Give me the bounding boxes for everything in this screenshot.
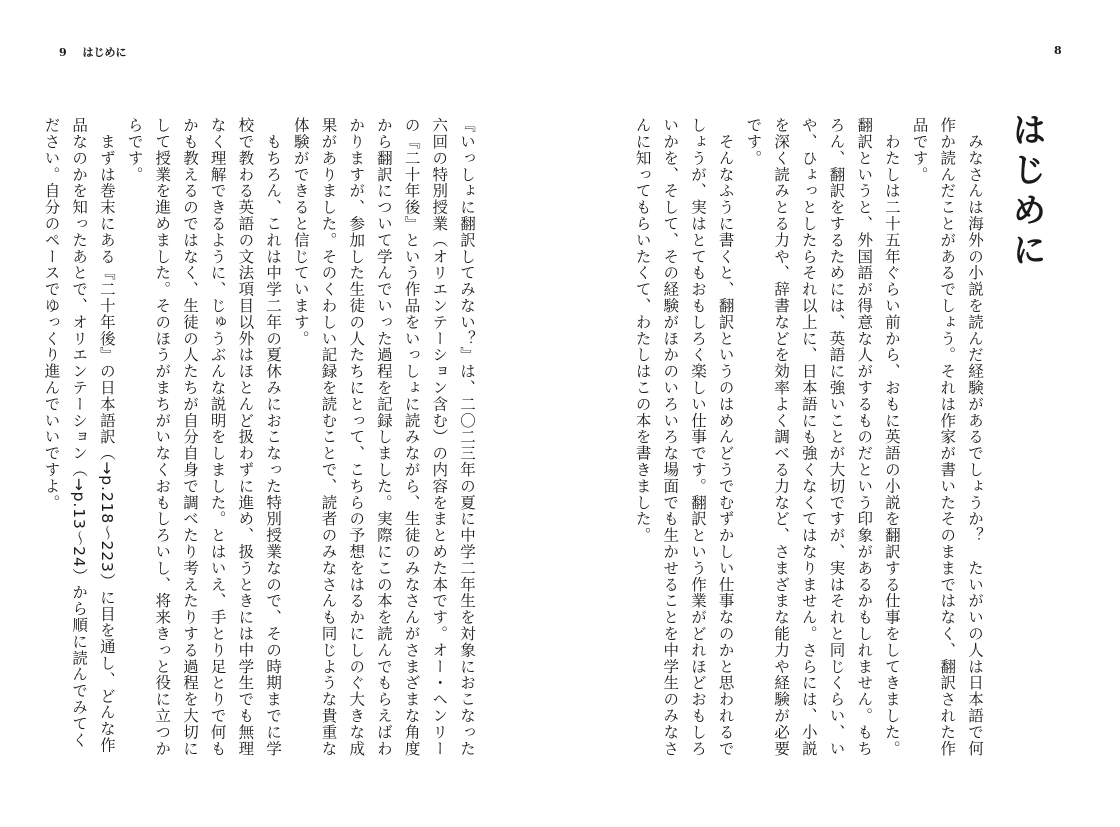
- text-line: まずは巻末にある『二十年後』の日本語訳（→p.218～223）に目を通し、どんな作: [97, 117, 116, 754]
- left-page-number: 9: [59, 46, 67, 59]
- text-line: の『二十年後』という作品をいっしょに読みながら、生徒のみなさんがさまざまな角度: [402, 117, 421, 757]
- text-line: して授業を進めました。そのほうがまちがいなくおもしろいし、将来きっと役に立つか: [153, 117, 172, 757]
- text-line: らです。: [125, 117, 144, 183]
- right-page-body: [633, 117, 988, 757]
- text-line: かりますが、参加した生徒の人たちにとって、こちらの予想をはるかにしのぐ大きな成: [347, 117, 366, 757]
- text-line: 翻訳というと、外国語が得意な人がするものだという印象があるかもしれません。もち: [855, 117, 874, 757]
- text-line: ろん、翻訳をするためには、英語に強いことが大切ですが、実はそれと同じくらい、い: [827, 117, 846, 757]
- text-line: んに知ってもらいたくて、わたしはこの本を書きました。: [633, 117, 652, 544]
- text-line: 『いっしょに翻訳してみない？』は、二〇二三年の夏に中学二年生を対象におこなった: [458, 117, 476, 757]
- text-line: かも教えるのではなく、生徒の人たちが自分自身で調べたり考えたりする過程を大切に: [180, 117, 199, 757]
- text-line: いかを、そして、その経験がほかのいろいろな場面でも生かせることを中学生のみなさ: [661, 117, 680, 757]
- text-line: を深く読みとる力や、辞書などを効率よく調べる力など、さまざまな能力や経験が必要: [772, 117, 791, 757]
- text-line: 校で教わる英語の文法項目以外はほとんど扱わずに進め、扱うときには中学生でも無理: [236, 117, 255, 757]
- right-page-number: 8: [1054, 44, 1062, 57]
- text-line: 作か読んだことがあるでしょう。それは作家が書いたそのままではなく、翻訳された作: [938, 117, 957, 757]
- text-line: 体験ができると信じています。: [291, 117, 310, 347]
- text-line: そんなふうに書くと、翻訳というのはめんどうでむずかしい仕事なのかと思われるで: [716, 117, 735, 757]
- text-line: 果がありました。そのくわしい記録を読むことで、読者のみなさんも同じような貴重な: [319, 117, 338, 757]
- running-title: はじめに: [82, 46, 127, 59]
- text-line: です。: [744, 117, 763, 167]
- text-line: や、ひょっとしたらそれ以上に、日本語にも強くなくてはなりません。さらには、小説: [799, 117, 818, 757]
- text-line: わたしは二十五年ぐらい前から、おもに英語の小説を翻訳する仕事をしてきました。: [882, 117, 901, 757]
- text-line: 品なのかを知ったあとで、オリエンテーション（→p.13～24）から順に読んでみてく: [70, 117, 89, 749]
- left-page-header: [59, 44, 127, 60]
- text-line: みなさんは海外の小説を読んだ経験があるでしょうか？ たいがいの人は日本語で何: [966, 117, 984, 757]
- text-line: から翻訳について学んでいった過程を記録しました。実際にこの本を読んでもらえばわ: [374, 117, 393, 757]
- text-line: もちろん、これは中学二年の夏休みにおこなった特別授業なので、その時期までに学: [264, 117, 283, 757]
- left-page-body: [42, 117, 480, 757]
- text-line: 品です。: [910, 117, 929, 183]
- chapter-title: はじめに: [1006, 112, 1046, 272]
- text-line: なく理解できるように、じゅうぶんな説明をしました。とはいえ、手とり足とりで何も: [208, 117, 227, 757]
- text-line: しょうが、実はとてもおもしろく楽しい仕事です。翻訳という作業がどれほどおもしろ: [688, 117, 707, 757]
- text-line: 六回の特別授業（オリエンテーション含む）の内容をまとめた本です。オー・ヘンリー: [430, 117, 449, 757]
- text-line: ださい。自分のペースでゆっくり進んでいいですよ。: [42, 117, 61, 511]
